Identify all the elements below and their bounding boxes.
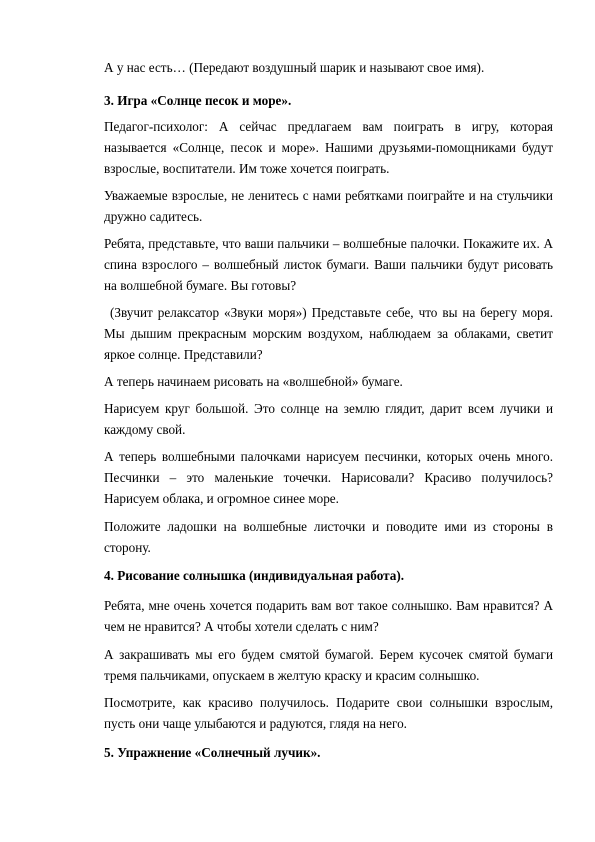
- paragraph-draw-sand: А теперь волшебными палочками нарисуем песчинки, которых очень много. Песчинки – это маленькие точечки. Нарисовали? Красиво получилось? Нарисуем облака, и огромное синее море.: [104, 449, 553, 506]
- paragraph-magic-fingers: Ребята, представьте, что ваши пальчики – волшебные палочки. Покажите их. А спина взрослого – волшебный листок бумаги. Ваши пальчики будут рисовать на волшебной бумаге. Вы готовы?: [104, 236, 553, 293]
- paragraph-adults-sit: Уважаемые взрослые, не ленитесь с нами ребятками поиграйте и на стульчики дружно садитесь.: [104, 188, 553, 224]
- paragraph-palms-move: Положите ладошки на волшебные листочки и поводите ими из стороны в сторону.: [104, 519, 553, 555]
- paragraph-gift-sun: Ребята, мне очень хочется подарить вам вот такое солнышко. Вам нравится? А чем не нравится? А чтобы хотели сделать с ним?: [104, 598, 553, 634]
- paragraph-draw-circle: Нарисуем круг большой. Это солнце на землю глядит, дарит всем лучики и каждому свой.: [104, 401, 553, 437]
- heading-game-sun-sand-sea: 3. Игра «Солнце песок и море».: [104, 93, 292, 108]
- paragraph-crumpled-paper: А закрашивать мы его будем смятой бумагой. Берем кусочек смятой бумаги тремя пальчиками, опускаем в желтую краску и красим солнышко.: [104, 647, 553, 683]
- paragraph-start-drawing: А теперь начинаем рисовать на «волшебной» бумаге.: [104, 374, 403, 389]
- paragraph-psychologist-invite: Педагог-психолог: А сейчас предлагаем вам поиграть в игру, которая называется «Солнце, песок и море». Нашими друзьями-помощниками будут взрослые, воспитатели. Им тоже хочется поиграть.: [104, 119, 553, 176]
- heading-sun-ray-exercise: 5. Упражнение «Солнечный лучик».: [104, 745, 321, 760]
- heading-drawing-sun: 4. Рисование солнышка (индивидуальная работа).: [104, 568, 405, 583]
- paragraph-give-suns: Посмотрите, как красиво получилось. Подарите свои солнышки взрослым, пусть они чаще улыбаются и радуются, глядя на него.: [104, 695, 553, 731]
- paragraph-intro-balloon: А у нас есть… (Передают воздушный шарик и называют свое имя).: [104, 60, 485, 75]
- paragraph-sea-relaxation: (Звучит релаксатор «Звуки моря») Представьте себе, что вы на берегу моря. Мы дышим прекрасным морским воздухом, наблюдаем за облаками, светит яркое солнце. Представили?: [104, 305, 553, 362]
